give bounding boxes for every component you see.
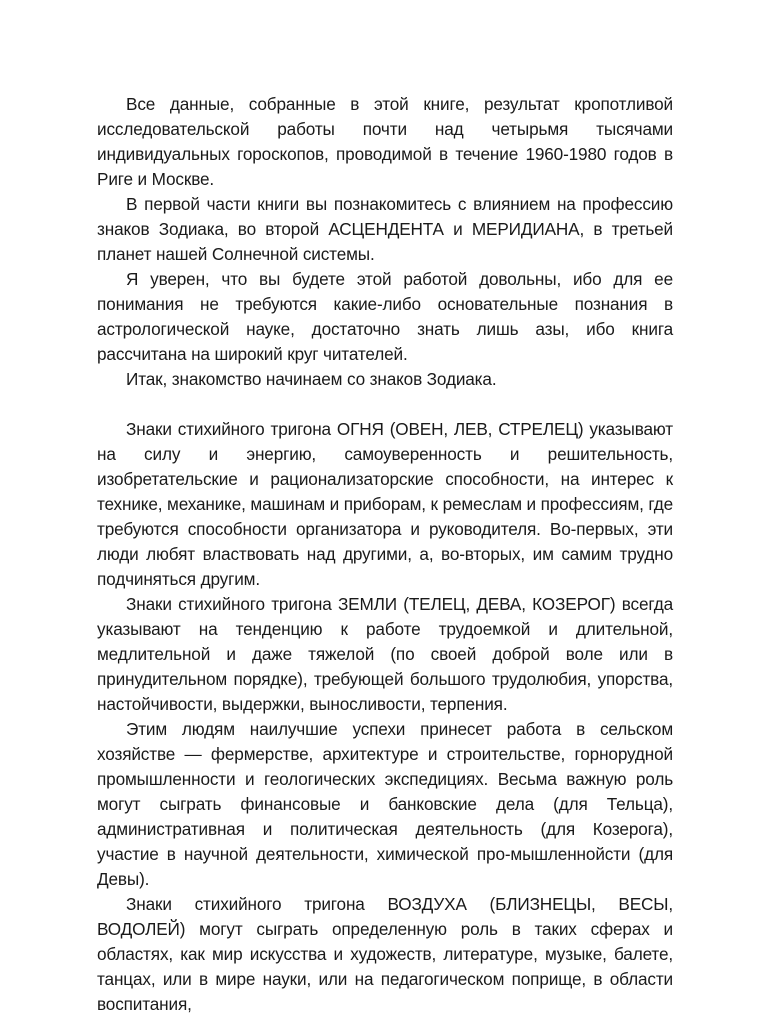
paragraph-earth-careers: Этим людям наилучшие успехи принесет работа в сельском хозяйстве — фермерстве, архитектуре и строительстве, горнорудной промышленности и геологических экспедициях. Весьма важную роль могут сыграть финансовые и банковские дела (для Тельца), административная и политическая деятельность (для Козерога), участие в научной деятельности, химической про-мышленнойсти (для Девы). [97, 719, 673, 889]
paragraph-start-zodiac: Итак, знакомство начинаем со знаков Зодиака. [126, 369, 497, 389]
paragraph-book-parts: В первой части книги вы познакомитесь с влиянием на профессию знаков Зодиака, во второй АСЦЕНДЕНТА и МЕРИДИАНА, в третьей планет нашей Солнечной системы. [97, 194, 673, 264]
paragraph-air-trigon: Знаки стихийного тригона ВОЗДУХА (БЛИЗНЕЦЫ, ВЕСЫ, ВОДОЛЕЙ) могут сыграть определенную роль в таких сферах и областях, как мир искусства и художеств, литературе, музыке, балете, танцах, или в мире науки, или на педагогическом поприще, в области воспитания, [97, 894, 673, 1014]
document-page [97, 92, 673, 1017]
paragraph-intro-research: Все данные, собранные в этой книге, результат кропотливой исследовательской работы почти над четырьмя тысячами индивидуальных гороскопов, проводимой в течение 1960-1980 годов в Риге и Москве. [97, 94, 673, 189]
section-spacer [97, 392, 673, 417]
paragraph-reader-assurance: Я уверен, что вы будете этой работой довольны, ибо для ее понимания не требуются какие-либо основательные познания в астрологической науке, достаточно знать лишь азы, ибо книга рассчитана на широкий круг читателей. [97, 269, 673, 364]
paragraph-fire-trigon: Знаки стихийного тригона ОГНЯ (ОВЕН, ЛЕВ, СТРЕЛЕЦ) указывают на силу и энергию, самоуверенность и решительность, изобретательские и рационализаторские способности, на интерес к технике, механике, машинам и приборам, к ремеслам и профессиям, где требуются способности организатора и руководителя. Во-первых, эти люди любят властвовать над другими, а, во-вторых, им самим трудно подчиняться другим. [97, 419, 673, 589]
paragraph-earth-trigon: Знаки стихийного тригона ЗЕМЛИ (ТЕЛЕЦ, ДЕВА, КОЗЕРОГ) всегда указывают на тенденцию к работе трудоемкой и длительной, медлительной и даже тяжелой (по своей доброй воле или в принудительном порядке), требующей большого трудолюбия, упорства, настойчивости, выдержки, выносливости, терпения. [97, 594, 673, 714]
